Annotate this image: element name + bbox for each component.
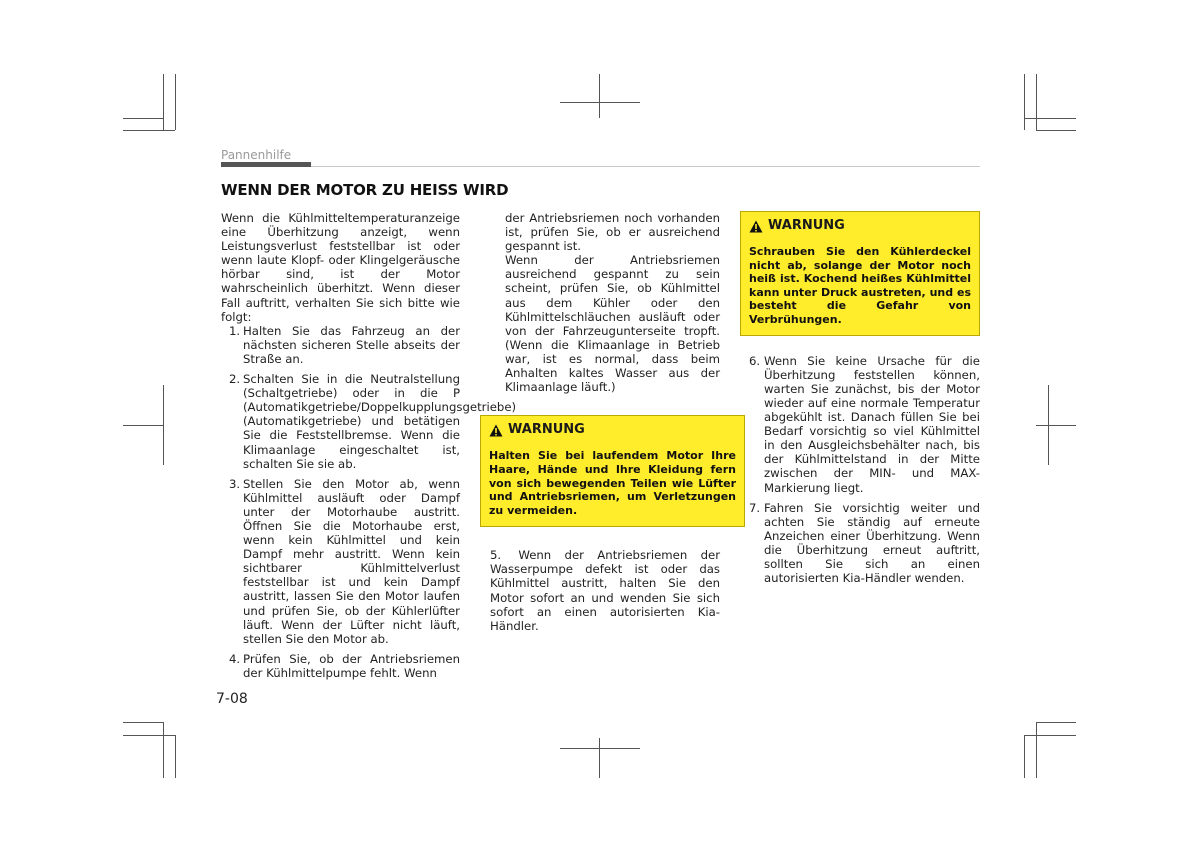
warning-box: [480, 415, 745, 527]
list-item: [221, 477, 460, 646]
crop-mark: [175, 74, 176, 130]
list-item: [221, 652, 460, 680]
list-item: [490, 548, 720, 633]
crop-mark: [1036, 130, 1076, 131]
continuation-paragraph: Wenn der Antriebsriemen ausreichend gespannt zu sein scheint, prüfen Sie, ob Kühlmittel aus dem Kühler oder den Kühlmittelschläuchen ausläuft oder von der Fahrzeugunterseite tropft. (Wenn die Klimaanlage in Betrieb war, ist es normal, dass beim Anhalten kaltes Wasser aus der Klimaanlage läuft.): [505, 253, 720, 395]
crop-mark: [123, 735, 175, 736]
list-item: [740, 354, 980, 495]
step-text: Fahren Sie vorsichtig weiter und achten Sie ständig auf erneute Anzeichen einer Überhitzung. Wenn die Überhitzung erneut auftritt, sollten Sie sich an einen autorisierten Kia-Händler wenden.: [764, 500, 980, 586]
step-text: Stellen Sie den Motor ab, wenn Kühlmittel ausläuft oder Dampf unter der Motorhaube austritt. Öffnen Sie die Motorhaube erst, wenn kein Kühlmittel und kein Dampf mehr austritt. Wenn kein sichtbarer Kühlmittelverlust feststellbar ist und kein Dampf austritt, lassen Sie den Motor laufen und prüfen Sie, ob der Kühlerlüfter läuft. Wenn der Lüfter nicht läuft, stellen Sie den Motor ab.: [243, 476, 460, 646]
step-number: 4.: [229, 651, 241, 666]
warning-header: [749, 219, 971, 233]
section-label: Pannenhilfe: [221, 148, 292, 162]
step-number: 7.: [749, 500, 761, 515]
list-item: [221, 324, 460, 366]
page-number: 7-08: [216, 691, 248, 707]
crop-mark: [1036, 74, 1037, 130]
warning-label: WARNUNG: [508, 422, 585, 438]
continuation-paragraph: der Antriebsriemen noch vorhanden ist, prüfen Sie, ob er ausreichend gespannt ist.: [505, 211, 720, 254]
step-number: 2.: [229, 372, 241, 387]
warning-box: [740, 211, 980, 336]
warning-text: Halten Sie bei laufendem Motor Ihre Haare, Hände und Ihre Kleidung fern von sich bewegenden Teilen wie Lüfter und Antriebsriemen, um Verletzungen zu vermeiden.: [489, 449, 736, 517]
crop-mark: [123, 722, 163, 723]
warning-text: Schrauben Sie den Kühlerdeckel nicht ab, solange der Motor noch heiß ist. Kochend heißes Kühlmittel kann unter Druck austreten, und es besteht die Gefahr von Verbrühungen.: [749, 245, 971, 327]
crop-mark: [1036, 425, 1076, 426]
steps-list: [221, 323, 517, 680]
crop-mark: [560, 102, 640, 103]
list-item: [221, 372, 517, 471]
crop-mark: [123, 425, 163, 426]
intro-paragraph: Wenn die Kühlmitteltemperaturanzeige eine Überhitzung anzeigt, wenn Leistungsverlust feststellbar ist oder wenn laute Klopf- oder Klingelgeräusche hörbar sind, ist der Motor wahrscheinlich überhitzt. Wenn dieser Fall auftritt, verhalten Sie sich bitte wie folgt:: [221, 211, 460, 324]
crop-mark: [599, 74, 600, 118]
step-number: 1.: [229, 323, 241, 338]
steps-list: [490, 548, 721, 633]
step-text: Prüfen Sie, ob der Antriebsriemen der Kühlmittelpumpe fehlt. Wenn: [243, 651, 460, 680]
crop-mark: [175, 735, 176, 778]
crop-mark: [123, 118, 163, 119]
crop-mark: [163, 385, 164, 465]
crop-mark: [123, 130, 175, 131]
section-rule: [311, 166, 980, 167]
step-number: 3.: [229, 476, 241, 491]
step-number: 6.: [749, 353, 761, 368]
crop-mark: [163, 74, 164, 130]
crop-mark: [1036, 722, 1076, 723]
step-text: Wenn Sie keine Ursache für die Überhitzung feststellen können, warten Sie zunächst, bis der Motor wieder auf eine normale Temperatur abgekühlt ist. Danach füllen Sie bei Bedarf vorsichtig so viel Kühlmittel in den Ausgleichsbehälter nach, bis der Kühlmittelstand in der Mitte zwischen der MIN- und MAX-Markierung liegt.: [764, 353, 980, 495]
step-text: Wenn der Antriebsriemen der Wasserpumpe defekt ist oder das Kühlmittel austritt, halten Sie den Motor sofort an und wenden Sie sich sofort an einen autorisierten Kia-Händler.: [490, 548, 721, 633]
warning-triangle-icon: [489, 424, 503, 437]
warning-label: WARNUNG: [768, 218, 845, 233]
crop-mark: [163, 722, 164, 778]
column-right: [740, 211, 980, 591]
crop-mark: [1024, 735, 1076, 736]
column-left: [221, 211, 517, 686]
page-title: WENN DER MOTOR ZU HEISS WIRD: [221, 181, 509, 199]
crop-mark: [560, 748, 640, 749]
warning-triangle-icon: [749, 220, 763, 233]
crop-mark: [1036, 722, 1037, 778]
step-number: 5.: [490, 548, 502, 563]
crop-mark: [599, 738, 600, 778]
step-text: Schalten Sie in die Neutralstellung (Schaltgetriebe) oder in die P (Automatikgetriebe/Doppelkupplungsgetriebe) (Automatikgetriebe) und betätigen Sie die Feststellbremse. Wenn die Klimaanlage eingeschaltet ist, schalten Sie sie ab.: [243, 372, 517, 471]
step-text: Halten Sie das Fahrzeug an der nächsten sicheren Stelle abseits der Straße an.: [243, 323, 460, 366]
crop-mark: [1024, 74, 1025, 130]
crop-mark: [1024, 118, 1076, 119]
list-item: [740, 501, 980, 586]
crop-mark: [1024, 735, 1025, 778]
steps-list: [740, 354, 980, 586]
warning-header: [489, 423, 736, 437]
column-middle: [489, 211, 736, 639]
section-bar: [221, 162, 311, 167]
